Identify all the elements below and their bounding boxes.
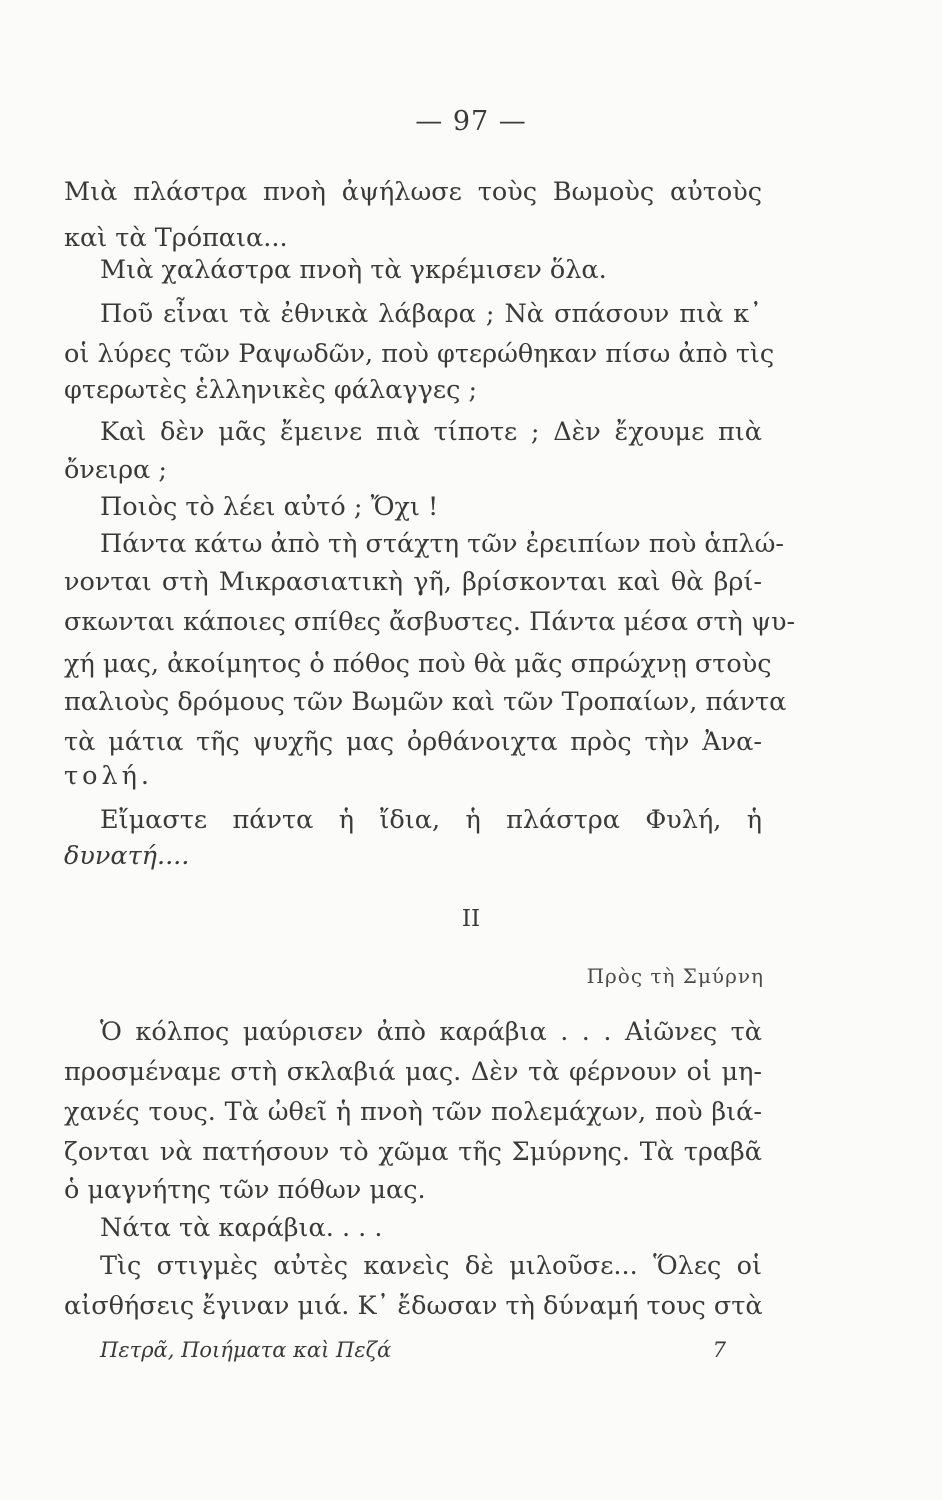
text-line: παλιοὺς δρόμους τῶν Βωμῶν καὶ τῶν Τροπαίων, πάντα [64,687,787,717]
text-line: καὶ τὰ Τρόπαια... [64,223,288,253]
text-line: αἰσθήσεις ἔγιναν μιά. Κ᾿ ἔδωσαν τὴ δύναμή τους στὰ [64,1291,763,1321]
text-line: χανές τους. Τὰ ὠθεῖ ἡ πνοὴ τῶν πολεμάχων, ποὺ βιά- [64,1097,762,1127]
text-line: ὁ μαγνήτης τῶν πόθων μας. [64,1175,426,1205]
text-line: Εἴμαστε πάντα ἡ ἴδια, ἡ πλάστρα Φυλή, ἡ [100,805,762,835]
text-line: χή μας, ἀκοίμητος ὁ πόθος ποὺ θὰ μᾶς σπρώχνῃ στοὺς [64,649,772,679]
text-line: νονται στὴ Μικρασιατικὴ γῆ, βρίσκονται καὶ θὰ βρί- [64,567,762,597]
text-line: δυνατή.... [64,841,190,871]
text-line: Νάτα τὰ καράβια. . . . [100,1213,383,1243]
text-line: Ὁ κόλπος μαύρισεν ἀπὸ καράβια . . . Αἰῶνες τὰ [100,1017,762,1047]
text-line: τὰ μάτια τῆς ψυχῆς μας ὀρθάνοιχτα πρὸς τὴν Ἀνα- [64,727,762,757]
page-number: — 97 — [415,106,527,137]
text-line: Μιὰ χαλάστρα πνοὴ τὰ γκρέμισεν ὅλα. [100,255,607,285]
footer-signature-mark: 7 [712,1338,726,1362]
text-line: Ποῦ εἶναι τὰ ἐθνικὰ λάβαρα ; Νὰ σπάσουν πιὰ κ᾿ [100,299,762,329]
footer-book-title: Πετρᾶ, Ποιήματα καὶ Πεζά [100,1338,392,1362]
text-line: προσμέναμε στὴ σκλαβιά μας. Δὲν τὰ φέρνουν οἱ μη- [64,1057,762,1087]
text-line: Πάντα κάτω ἀπὸ τὴ στάχτη τῶν ἐρειπίων ποὺ ἁπλώ- [100,529,784,559]
text-line: Μιὰ πλάστρα πνοὴ ἀψήλωσε τοὺς Βωμοὺς αὐτοὺς [64,177,762,207]
text-line: ζονται νὰ πατήσουν τὸ χῶμα τῆς Σμύρνης. Τὰ τραβᾶ [64,1137,762,1167]
text-line: οἱ λύρες τῶν Ραψωδῶν, ποὺ φτερώθηκαν πίσω ἀπὸ τὶς [64,339,775,369]
text-line: Ποιὸς τὸ λέει αὐτό ; Ὄχι ! [100,492,439,522]
section-title: Πρὸς τὴ Σμύρνη [586,964,764,988]
section-numeral: II [461,906,481,932]
text-line: σκωνται κάποιες σπίθες ἄσβυστες. Πάντα μέσα στὴ ψυ- [64,607,796,637]
text-line: φτερωτὲς ἑλληνικὲς φάλαγγες ; [64,375,478,405]
text-line: Τὶς στιγμὲς αὐτὲς κανεὶς δὲ μιλοῦσε... Ὅλες οἱ [100,1251,762,1281]
text-line: ὄνειρα ; [64,455,167,485]
text-line: τολή. [64,761,154,791]
text-line: Καὶ δὲν μᾶς ἔμεινε πιὰ τίποτε ; Δὲν ἔχουμε πιὰ [100,417,762,447]
